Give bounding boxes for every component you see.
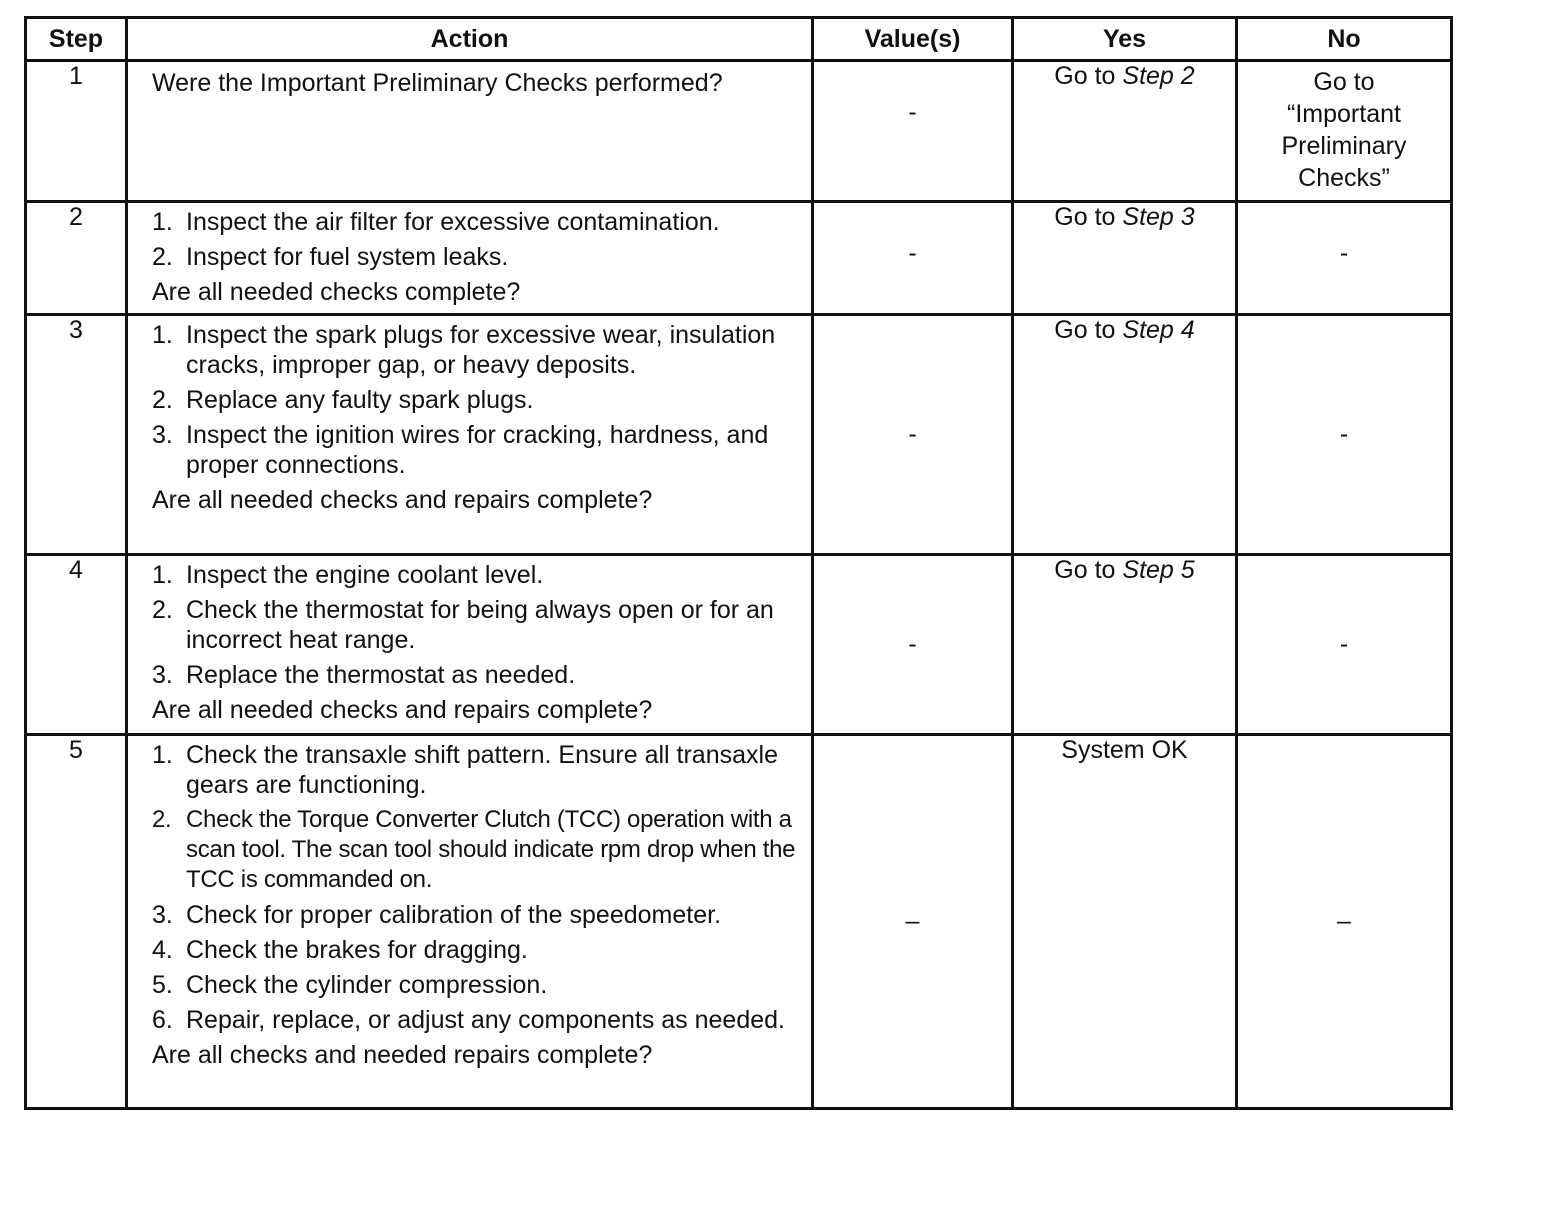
table-row xyxy=(26,202,1452,315)
action-cell xyxy=(127,735,813,1109)
action-question: Are all needed checks and repairs complete? xyxy=(152,486,653,514)
action-item: 1. Check the transaxle shift pattern. Ensure all transaxle gears are functioning. xyxy=(152,741,778,799)
yes-step-link: Step 4 xyxy=(1122,316,1195,344)
header-action: Action xyxy=(127,18,813,61)
table-row xyxy=(26,555,1452,735)
step-number: 2 xyxy=(26,202,127,315)
yes-step-link: Step 2 xyxy=(1122,62,1195,90)
value-cell: - xyxy=(813,555,1013,735)
step-number: 5 xyxy=(26,735,127,1109)
action-item: 3. Check for proper calibration of the speedometer. xyxy=(152,901,722,929)
action-item: 3. Replace the thermostat as needed. xyxy=(152,661,576,689)
yes-cell: Go to Step 3 xyxy=(1013,202,1237,315)
header-no: No xyxy=(1237,18,1452,61)
table-row xyxy=(26,61,1452,202)
no-cell: - xyxy=(1237,555,1452,735)
step-number: 3 xyxy=(26,315,127,555)
system-ok-text: System OK xyxy=(1061,736,1188,764)
value-cell: - xyxy=(813,61,1013,202)
no-cell: Go to “Important Preliminary Checks” xyxy=(1237,61,1452,202)
no-cell: - xyxy=(1237,315,1452,555)
action-cell xyxy=(127,61,813,202)
yes-step-link: Step 3 xyxy=(1122,203,1195,231)
yes-step-link: Step 5 xyxy=(1122,556,1195,584)
action-cell xyxy=(127,555,813,735)
action-question: Were the Important Preliminary Checks performed? xyxy=(152,69,723,97)
action-question: Are all needed checks complete? xyxy=(152,278,521,306)
no-cell: – xyxy=(1237,735,1452,1109)
header-yes: Yes xyxy=(1013,18,1237,61)
yes-cell: Go to Step 5 xyxy=(1013,555,1237,735)
action-item: 2. Check the Torque Converter Clutch (TCC) operation with a scan tool. The scan tool should indicate rpm drop when the TCC is commanded on. xyxy=(152,806,796,893)
header-values: Value(s) xyxy=(813,18,1013,61)
table-row xyxy=(26,315,1452,555)
action-item: 4. Check the brakes for dragging. xyxy=(152,936,528,964)
step-number: 4 xyxy=(26,555,127,735)
action-question: Are all checks and needed repairs complete? xyxy=(152,1041,653,1069)
value-cell: – xyxy=(813,735,1013,1109)
action-item: 1. Inspect the air filter for excessive contamination. xyxy=(152,208,720,236)
diagnostic-table xyxy=(24,16,1453,1110)
header-step: Step xyxy=(26,18,127,61)
yes-cell: Go to Step 4 xyxy=(1013,315,1237,555)
action-item: 5. Check the cylinder compression. xyxy=(152,971,548,999)
yes-cell: Go to Step 2 xyxy=(1013,61,1237,202)
action-cell xyxy=(127,315,813,555)
action-item: 3. Inspect the ignition wires for cracking, hardness, and proper connections. xyxy=(152,421,769,479)
value-cell: - xyxy=(813,202,1013,315)
step-number: 1 xyxy=(26,61,127,202)
action-item: 6. Repair, replace, or adjust any components as needed. xyxy=(152,1006,785,1034)
action-item: 1. Inspect the engine coolant level. xyxy=(152,561,544,589)
header-row xyxy=(26,18,1452,61)
yes-cell xyxy=(1013,735,1237,1109)
action-item: 2. Inspect for fuel system leaks. xyxy=(152,243,509,271)
no-cell: - xyxy=(1237,202,1452,315)
action-item: 2. Replace any faulty spark plugs. xyxy=(152,386,534,414)
value-cell: - xyxy=(813,315,1013,555)
action-cell xyxy=(127,202,813,315)
action-item: 2. Check the thermostat for being always open or for an incorrect heat range. xyxy=(152,596,774,654)
action-question: Are all needed checks and repairs complete? xyxy=(152,696,653,724)
action-item: 1. Inspect the spark plugs for excessive wear, insulation cracks, improper gap, or heavy deposits. xyxy=(152,321,776,379)
table-row xyxy=(26,735,1452,1109)
